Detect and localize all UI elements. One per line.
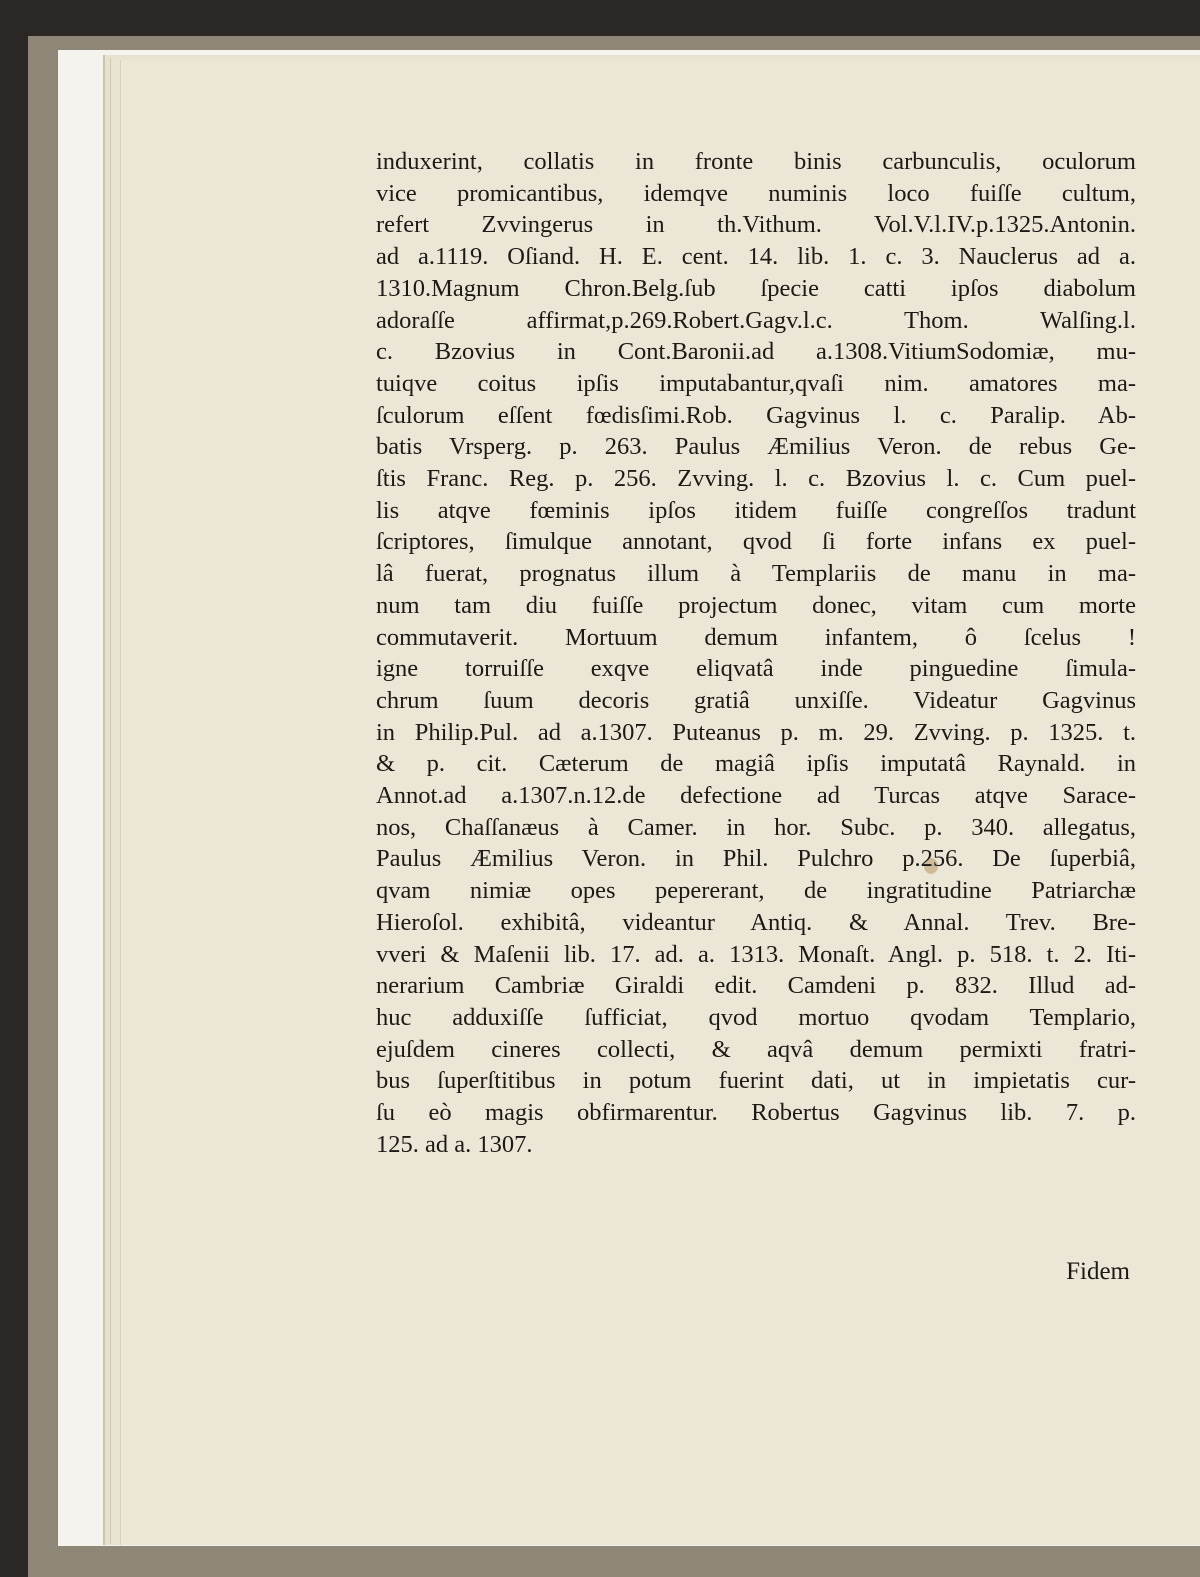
text-line: lâ fuerat, prognatus illum à Templariis de manu in ma-	[376, 560, 1136, 588]
text-line: chrum ſuum decoris gratiâ unxiſſe. Videatur Gagvinus	[376, 686, 1136, 714]
text-line: batis Vrsperg. p. 263. Paulus Æmilius Veron. de rebus Ge-	[376, 433, 1136, 461]
text-line: in Philip.Pul. ad a.1307. Puteanus p. m. 29. Zvving. p. 1325. t.	[376, 718, 1136, 746]
text-line: 1310.Magnum Chron.Belg.ſub ſpecie catti ipſos diabolum	[376, 274, 1136, 302]
text-line: 125. ad a. 1307.	[376, 1130, 533, 1158]
text-line: huc adduxiſſe ſufficiat, qvod mortuo qvodam Templario,	[376, 1003, 1136, 1031]
text-line: Annot.ad a.1307.n.12.de defectione ad Turcas atqve Sarace-	[376, 782, 1136, 810]
body-text	[376, 146, 1136, 1161]
text-line: bus ſuperſtitibus in potum fuerint dati, ut in impietatis cur-	[376, 1067, 1136, 1095]
text-line: & p. cit. Cæterum de magiâ ipſis imputatâ Raynald. in	[376, 750, 1136, 778]
text-line: ad a.1119. Oſiand. H. E. cent. 14. lib. 1. c. 3. Nauclerus ad a.	[376, 243, 1136, 271]
text-line: vveri & Maſenii lib. 17. ad. a. 1313. Monaſt. Angl. p. 518. t. 2. Iti-	[376, 940, 1136, 968]
text-line: adoraſſe affirmat,p.269.Robert.Gagv.l.c. Thom. Walſing.l.	[376, 306, 1136, 334]
text-line: num tam diu fuiſſe projectum donec, vitam cum morte	[376, 591, 1136, 619]
text-line: c. Bzovius in Cont.Baronii.ad a.1308.VitiumSodomiæ, mu-	[376, 338, 1136, 366]
text-line: Paulus Æmilius Veron. in Phil. Pulchro p.256. De ſuperbiâ,	[376, 845, 1136, 873]
text-line: ſu eò magis obfirmarentur. Robertus Gagvinus lib. 7. p.	[376, 1099, 1136, 1127]
text-line: induxerint, collatis in fronte binis carbunculis, oculorum	[376, 148, 1136, 175]
text-line: tuiqve coitus ipſis imputabantur,qvaſi nim. amatores ma-	[376, 369, 1136, 397]
catchword: Fidem	[1066, 1258, 1130, 1285]
text-line: lis atqve fœminis ipſos itidem fuiſſe congreſſos tradunt	[376, 496, 1136, 524]
text-line: nos, Chaſſanæus à Camer. in hor. Subc. p. 340. allegatus,	[376, 813, 1136, 841]
text-line: Hieroſol. exhibitâ, videantur Antiq. & Annal. Trev. Bre-	[376, 908, 1136, 936]
text-line: refert Zvvingerus in th.Vithum. Vol.V.l.IV.p.1325.Antonin.	[376, 211, 1136, 239]
text-line: ejuſdem cineres collecti, & aqvâ demum permixti fratri-	[376, 1035, 1136, 1063]
text-line: ſcriptores, ſimulque annotant, qvod ſi forte infans ex puel-	[376, 528, 1136, 556]
text-line: commutaverit. Mortuum demum infantem, ô ſcelus !	[376, 623, 1136, 651]
text-line: ſculorum eſſent fœdisſimi.Rob. Gagvinus l. c. Paralip. Ab-	[376, 401, 1136, 429]
text-line: igne torruiſſe exqve eliqvatâ inde pinguedine ſimula-	[376, 655, 1136, 683]
text-line: ſtis Franc. Reg. p. 256. Zvving. l. c. Bzovius l. c. Cum puel-	[376, 465, 1136, 493]
text-line: qvam nimiæ opes pepererant, de ingratitudine Patriarchæ	[376, 877, 1136, 905]
text-line: nerarium Cambriæ Giraldi edit. Camdeni p. 832. Illud ad-	[376, 972, 1136, 1000]
text-line: vice promicantibus, idemqve numinis loco fuiſſe cultum,	[376, 179, 1136, 207]
